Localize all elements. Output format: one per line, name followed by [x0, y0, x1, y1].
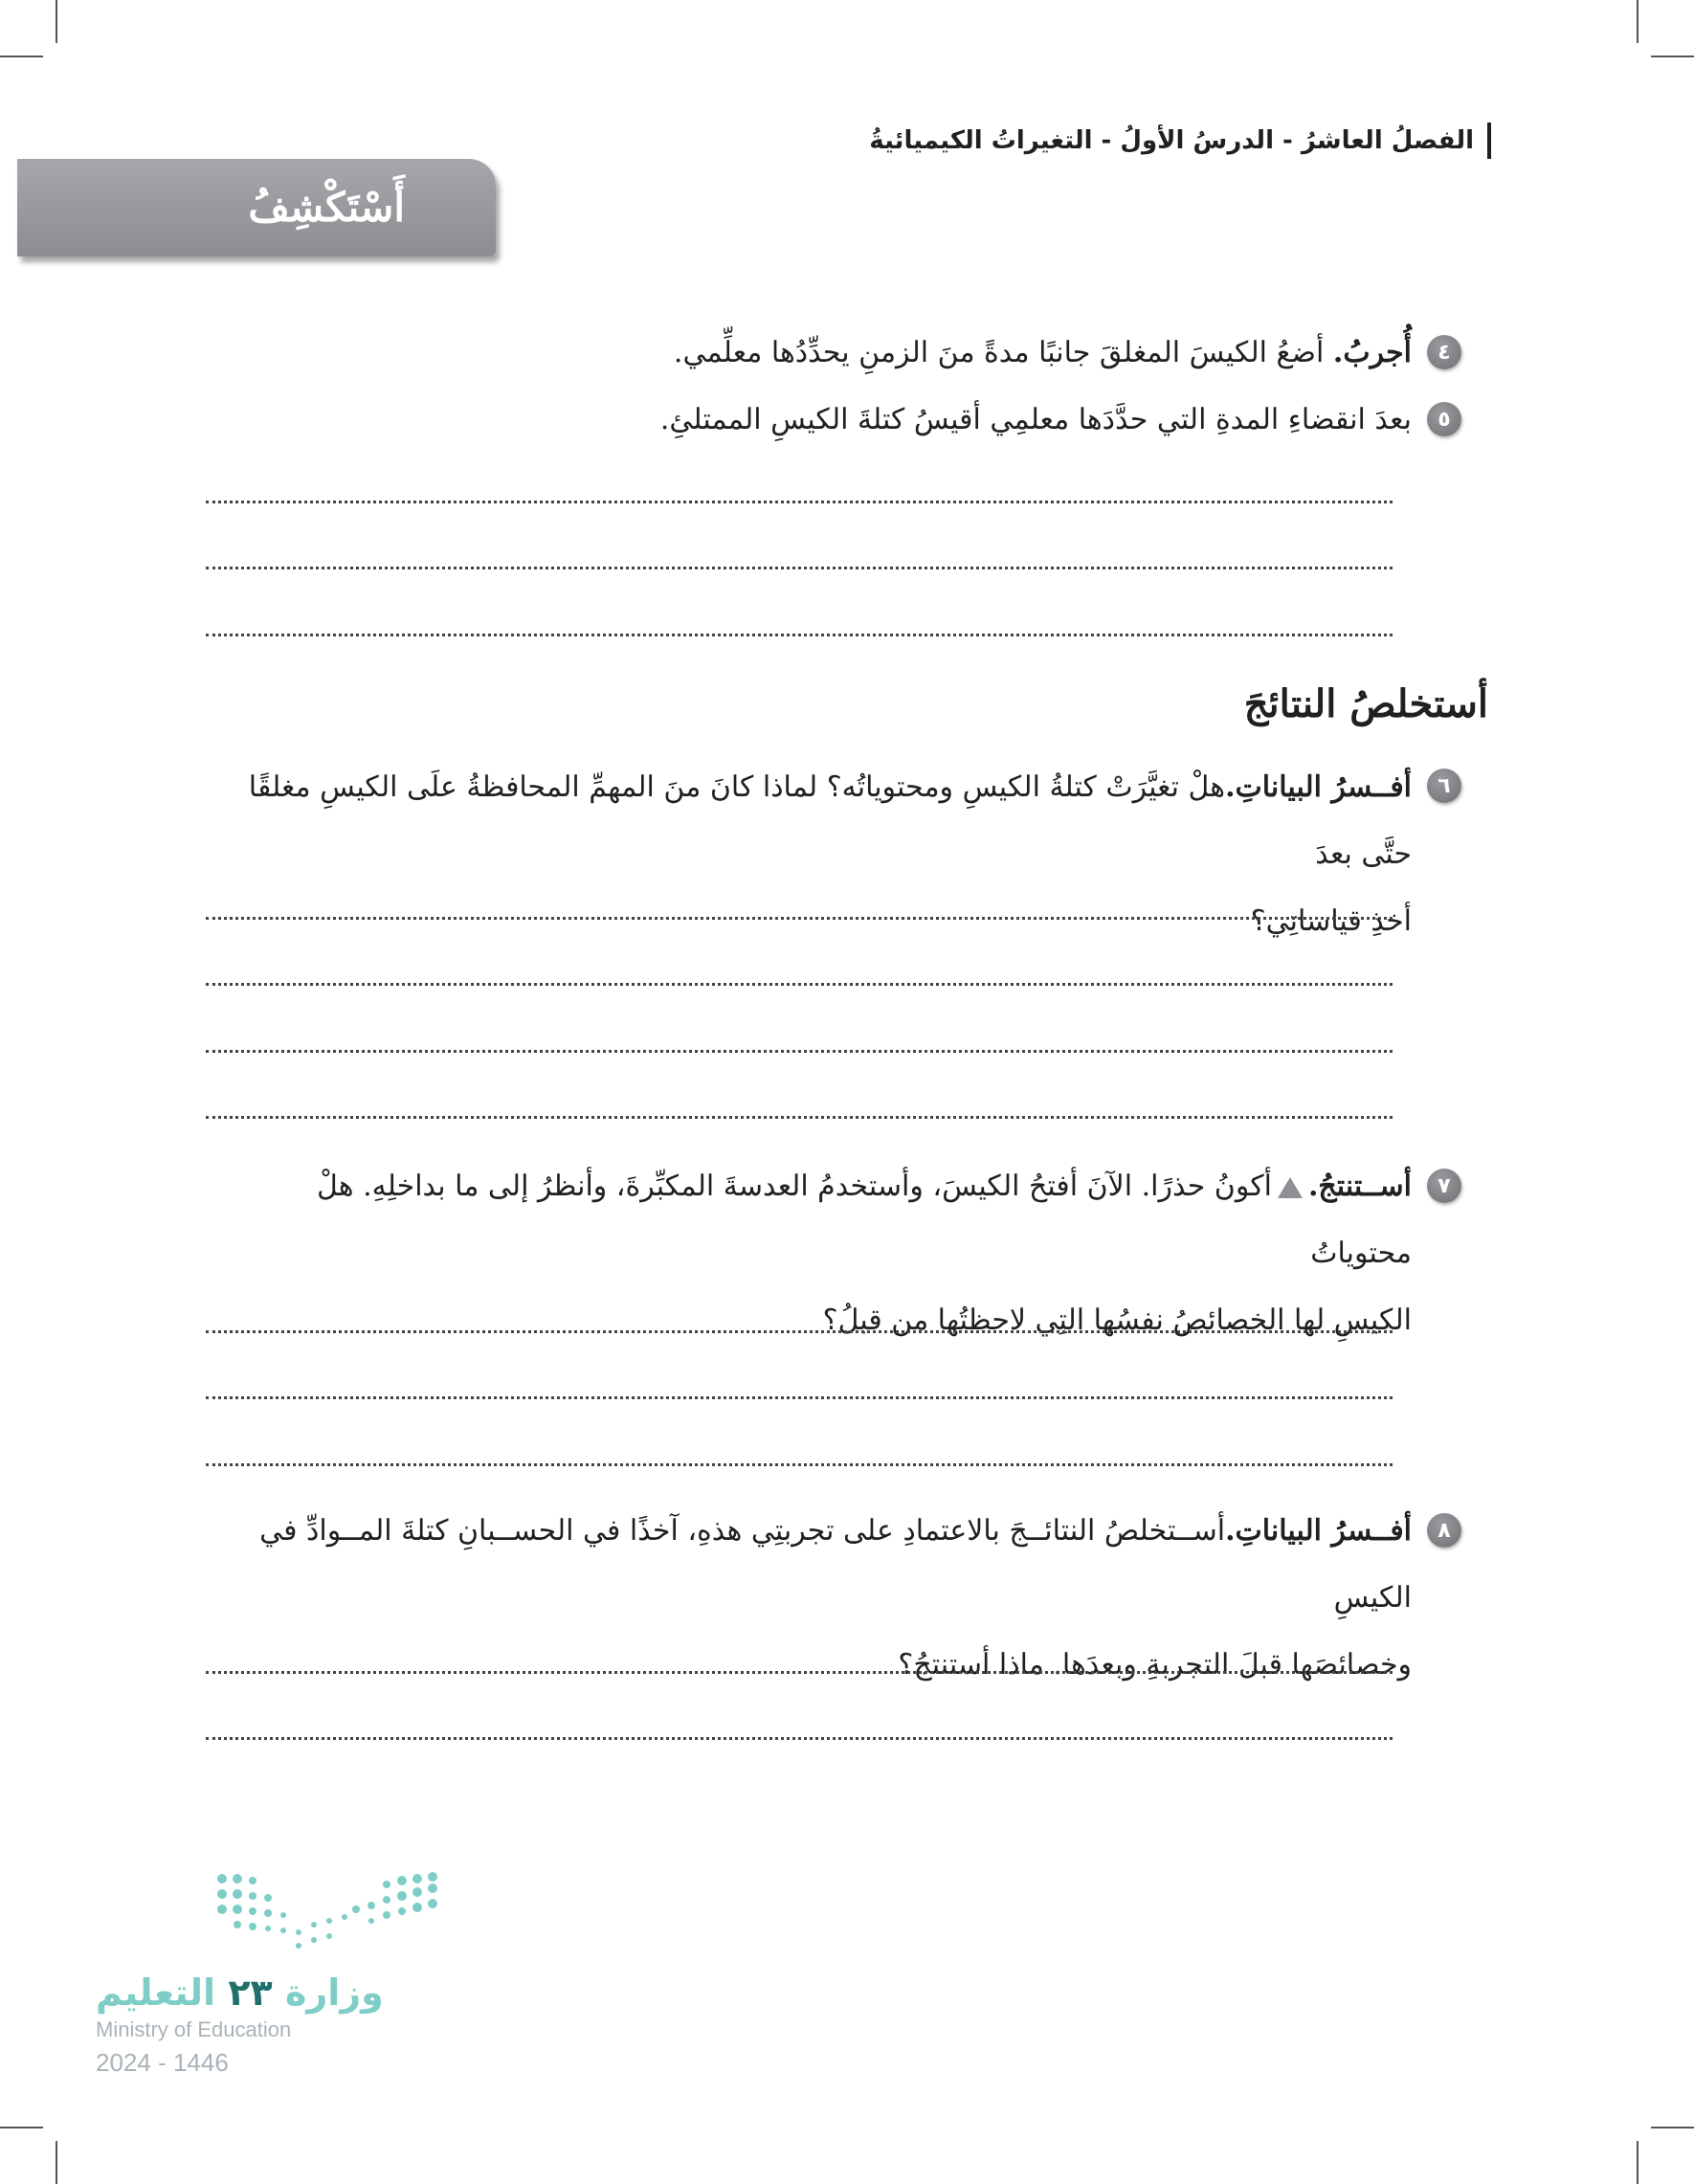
step-5 [225, 387, 1412, 454]
answer-line[interactable] [206, 917, 1393, 920]
year-label: 2024 - 1446 [96, 2048, 229, 2077]
explore-tab-label: أَسْتَكْشِفُ [248, 184, 405, 231]
step-number-badge: ٦ [1427, 769, 1461, 803]
step-number-badge: ٥ [1427, 402, 1461, 436]
answer-line[interactable] [206, 501, 1393, 503]
answer-line[interactable] [206, 1463, 1393, 1466]
step-text: أســتخلصُ النتائــجَ بالاعتمادِ على تجربتِي هذهِ، آخذًا في الحســبانِ كتلةَ المــوادِّ في الكيسِ [259, 1514, 1412, 1615]
ministry-name-en: Ministry of Education [96, 2017, 292, 2041]
step-text: هلْ تغيَّرَتْ كتلةُ الكيسِ ومحتوياتُه؟ لماذا كانَ منَ المهمِّ المحافظةُ علَى الكيسِ مغلقًا حتَّى بعدَ [248, 770, 1412, 871]
answer-line[interactable] [206, 983, 1393, 986]
section-title-conclusions: أستخلصُ النتائجَ [1243, 681, 1488, 726]
step-4 [225, 320, 1412, 387]
step-text: أضعُ الكيسَ المغلقَ جانبًا مدةً منَ الزمنِ يحدِّدُها معلِّمي. [673, 336, 1325, 369]
answer-line[interactable] [206, 1396, 1393, 1399]
crop-mark [56, 0, 57, 43]
ministry-logo [96, 1972, 384, 2078]
answer-line[interactable] [206, 1116, 1393, 1119]
answer-line[interactable] [206, 634, 1393, 636]
step-text: أكونُ حذرًا. الآنَ أفتحُ الكيسَ، وأستخدمُ العدسةَ المكبِّرةَ، وأنظرُ إلى ما بداخلِهِ. هلْ محتوياتُ [317, 1170, 1412, 1270]
step-number-badge: ٧ [1427, 1169, 1461, 1203]
step-text: بعدَ انقضاءِ المدةِ التي حدَّدَها معلمِي أقيسُ كتلةَ الكيسِ الممتلئِ. [659, 403, 1412, 436]
step-text: وخصائصَها قبلَ التجربةِ وبعدَها. ماذا أستنتجُ؟ [898, 1648, 1412, 1682]
step-text: الكيسِ لها الخصائصُ نفسُها التِي لاحظتُها من قبلُ؟ [822, 1304, 1412, 1337]
answer-line[interactable] [206, 1050, 1393, 1053]
crop-mark [1651, 2127, 1694, 2128]
step-keyword: أُجربُ. [1332, 336, 1412, 369]
answer-line[interactable] [206, 567, 1393, 569]
answer-line[interactable] [206, 1671, 1393, 1674]
crop-mark [1651, 56, 1694, 57]
step-number-badge: ٨ [1427, 1513, 1461, 1548]
explore-tab [17, 159, 496, 256]
step-number-badge: ٤ [1427, 335, 1461, 369]
step-text: أخذِ قياساتِي؟ [1250, 904, 1412, 938]
step-7 [225, 1153, 1412, 1354]
crop-mark [0, 2127, 43, 2128]
crop-mark [1637, 2141, 1638, 2184]
crop-mark [0, 56, 43, 57]
page-number: ٢٣ [228, 1972, 273, 2014]
step-8 [225, 1498, 1412, 1699]
step-keyword: أســتنتجُ. [1307, 1170, 1412, 1203]
crop-mark [1637, 0, 1638, 43]
step-6 [225, 754, 1412, 955]
crop-mark [56, 2141, 57, 2184]
answer-line[interactable] [206, 1737, 1393, 1740]
page-header-breadcrumb: الفصلُ العاشرُ - الدرسُ الأولُ - التغيراتُ الكيميائيةُ [869, 123, 1491, 159]
step-keyword: أفــسرُ البياناتِ. [1225, 770, 1412, 804]
ministry-dots-logo-icon [212, 1871, 452, 1957]
warning-triangle-icon [1278, 1177, 1303, 1198]
step-keyword: أفــسرُ البياناتِ. [1225, 1514, 1412, 1548]
ministry-name-ar: وزارة ٢٣ التعليم [96, 1972, 384, 2014]
answer-line[interactable] [206, 1330, 1393, 1333]
